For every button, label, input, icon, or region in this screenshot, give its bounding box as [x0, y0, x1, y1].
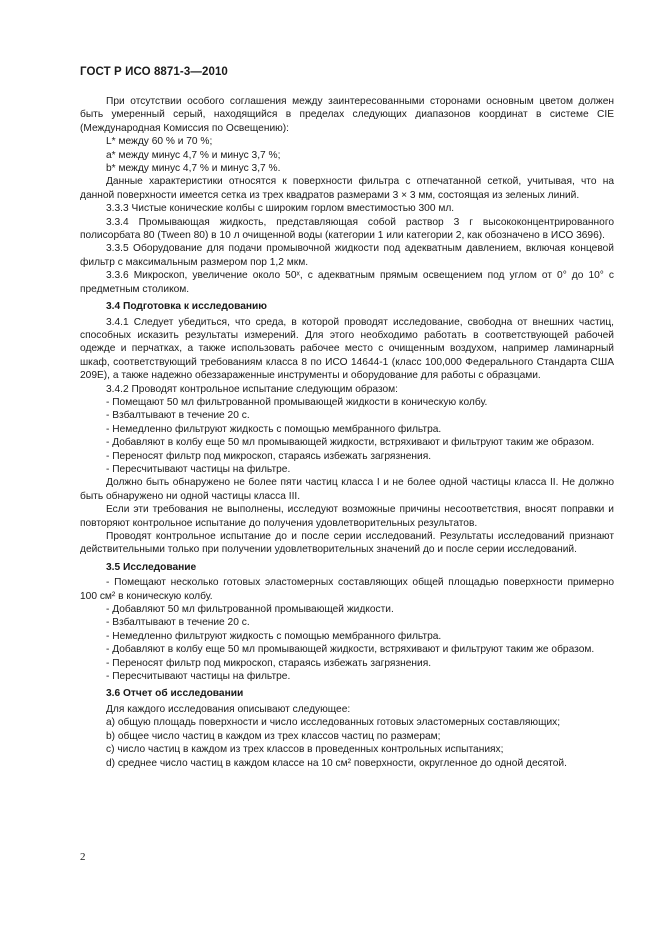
- exam-step: - Взбалтывают в течение 20 с.: [106, 617, 250, 629]
- report-item: d) среднее число частиц в каждом классе на 10 см² поверхности, округленное до одной десятой.: [106, 757, 567, 769]
- control-step: - Пересчитывают частицы на фильтре.: [106, 463, 291, 475]
- failure-procedure: Если эти требования не выполнены, исследуют возможные причины несоответствия, вносят поправки и повторяют контрольное испытание до получения удовлетворительных результатов.: [80, 504, 614, 529]
- clause-3-3-4: 3.3.4 Промывающая жидкость, представляющая собой раствор 3 г высококонцентрированного полисорбата 80 (Tween 80) в 10 л очищенной воды (категории 1 или категории 2, как обозначено в ИСО 3696).: [80, 216, 614, 242]
- page-number: 2: [80, 851, 86, 863]
- exam-step: - Помещают несколько готовых эластомерных составляющих общей площадью поверхности примерно 100 см² в коническую колбу.: [80, 577, 614, 602]
- report-intro: Для каждого исследования описывают следующее:: [106, 703, 351, 715]
- control-step: - Помещают 50 мл фильтрованной промывающей жидкости в коническую колбу.: [106, 396, 488, 408]
- exam-step: - Пересчитывают частицы на фильтре.: [106, 671, 291, 683]
- detection-requirement: Должно быть обнаружено не более пяти частиц класса I и не более одной частицы класса II. Не должно быть обнаружено ни одной частицы класса III.: [80, 477, 614, 502]
- coord-l: L* между 60 % и 70 %;: [106, 136, 213, 148]
- coord-a: a* между минус 4,7 % и минус 3,7 %;: [106, 149, 281, 161]
- exam-step: - Переносят фильтр под микроскоп, стараясь избежать загрязнения.: [106, 657, 432, 669]
- control-step: - Переносят фильтр под микроскоп, стараясь избежать загрязнения.: [106, 450, 432, 462]
- clause-3-3-3: 3.3.3 Чистые конические колбы с широким горлом вместимостью 300 мл.: [106, 203, 455, 215]
- report-item: a) общую площадь поверхности и число исследованных готовых эластомерных составляющих;: [106, 717, 561, 729]
- control-step: - Немедленно фильтруют жидкость с помощью мембранного фильтра.: [106, 423, 442, 435]
- intro-paragraph: При отсутствии особого соглашения между заинтересованными сторонами основным цветом должен быть умеренный серый, находящийся в пределах следующих диапазонов координат в системе CIE (Международная Комиссия по Освещению):: [80, 96, 614, 134]
- document-header: ГОСТ Р ИСО 8871-3—2010: [80, 66, 228, 78]
- clause-3-3-6: 3.3.6 Микроскоп, увеличение около 50ˣ, с адекватным прямым освещением под углом от 0° до 10° с предметным столиком.: [80, 270, 614, 295]
- clause-3-4-2: 3.4.2 Проводят контрольное испытание следующим образом:: [106, 383, 399, 395]
- section-3-5-heading: 3.5 Исследование: [106, 561, 197, 573]
- control-test-validity: Проводят контрольное испытание до и после серии исследований. Результаты исследований признают действительными только при получении удовлетворительных значений до и после серии исследований.: [80, 531, 614, 556]
- clause-3-3-5: 3.3.5 Оборудование для подачи промывочной жидкости под адекватным давлением, включая концевой фильтр с максимальным размером пор 1,2 мкм.: [80, 243, 614, 268]
- exam-step: - Добавляют 50 мл фильтрованной промывающей жидкости.: [106, 604, 394, 616]
- exam-step: - Добавляют в колбу еще 50 мл промывающей жидкости, встряхивают и фильтруют таким же образом.: [106, 644, 595, 656]
- control-step: - Добавляют в колбу еще 50 мл промывающей жидкости, встряхивают и фильтруют таким же образом.: [106, 437, 595, 449]
- report-item: b) общее число частиц в каждом из трех классов частиц по размерам;: [106, 730, 441, 742]
- coord-b: b* между минус 4,7 % и минус 3,7 %.: [106, 163, 281, 175]
- section-3-4-heading: 3.4 Подготовка к исследованию: [106, 301, 268, 313]
- control-step: - Взбалтывают в течение 20 с.: [106, 410, 250, 422]
- clause-3-4-1: 3.4.1 Следует убедиться, что среда, в которой проводят исследование, свободна от внешних частиц, способных исказить результаты измерений. Для этого необходимо работать в соответствующей рабочей одежде и перчатках, а также использовать рабочее место с очищенным воздухом, например ламинарный шкаф, соответствующий требованиям класса 8 по ИСО 14644-1 (класс 100,000 Федерального Стандарта США 209E), а также надежно обеззараженные инструменты и оборудование для работы с образцами.: [80, 316, 614, 382]
- document-body: [80, 95, 614, 770]
- filter-surface-paragraph: Данные характеристики относятся к поверхности фильтра с отпечатанной сеткой, учитывая, что на данной поверхности имеется сетка из трех квадратов размерами 3 × 3 мм, состоящая из зеленых линий.: [80, 176, 614, 201]
- report-item: c) число частиц в каждом из трех классов в проведенных контрольных испытаниях;: [106, 744, 504, 756]
- section-3-6-heading: 3.6 Отчет об исследовании: [106, 688, 244, 700]
- exam-step: - Немедленно фильтруют жидкость с помощью мембранного фильтра.: [106, 630, 442, 642]
